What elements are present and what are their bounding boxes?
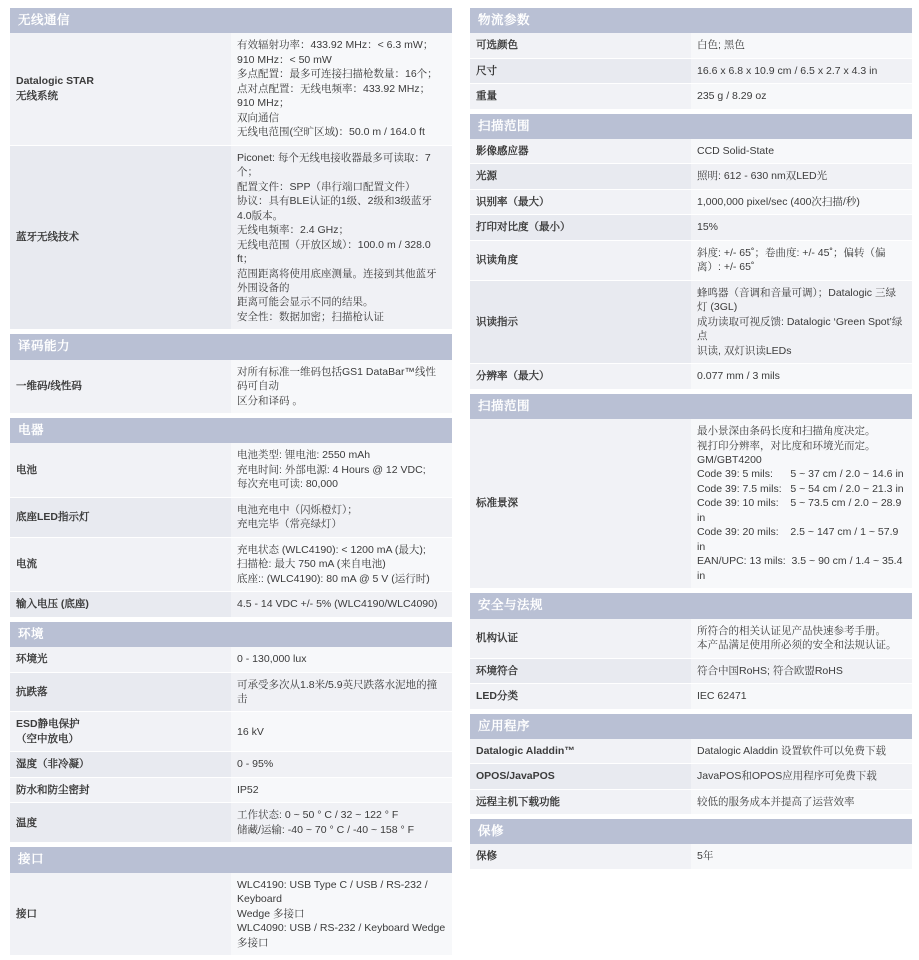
spec-value: 有效辐射功率：433.92 MHz：< 6.3 mW； 910 MHz：< 50 mW 多点配置：最多可连接扫描枪数量：16个； 点对点配置：无线电频率：433.92 MHz；910 MHz； 双向通信 无线电范围(空旷区域)：50.0 m / 164.0 ft	[231, 33, 452, 145]
spec-value: 较低的服务成本并提高了运营效率	[691, 789, 912, 814]
spec-value: 蜂鸣器（音调和音量可调）；Datalogic 三绿灯 (3GL) 成功读取可视反馈: Datalogic ‘Green Spot’绿点 识读, 双灯识读LEDs	[691, 280, 912, 363]
section-title: 电器	[10, 418, 452, 443]
table-row	[470, 364, 912, 389]
spec-label: 输入电压 (底座)	[10, 592, 231, 617]
section-header-row	[470, 593, 912, 618]
spec-value: 4.5 - 14 VDC +/- 5% (WLC4190/WLC4090)	[231, 592, 452, 617]
spec-table	[470, 114, 912, 390]
spec-label: ESD静电保护 （空中放电）	[10, 712, 231, 752]
spec-value: 1,000,000 pixel/sec (400次扫描/秒)	[691, 189, 912, 214]
table-row	[10, 803, 452, 843]
table-row	[10, 592, 452, 617]
section-title: 接口	[10, 847, 452, 872]
left-column	[10, 8, 452, 949]
table-row	[470, 84, 912, 109]
table-row	[470, 844, 912, 869]
section-header-row	[10, 418, 452, 443]
spec-label: 底座LED指示灯	[10, 497, 231, 537]
section-header-row	[470, 8, 912, 33]
spec-value: CCD Solid-State	[691, 139, 912, 164]
spec-label: 可选颜色	[470, 33, 691, 58]
spec-value: 0 - 95%	[231, 752, 452, 777]
section-header-row	[470, 819, 912, 844]
table-row	[470, 764, 912, 789]
section-title: 扫描范围	[470, 114, 912, 139]
spec-label: 远程主机下载功能	[470, 789, 691, 814]
table-row	[470, 739, 912, 764]
spec-value: IP52	[231, 777, 452, 802]
table-row	[470, 789, 912, 814]
section-spacer	[470, 870, 912, 874]
table-row	[470, 164, 912, 189]
table-row	[10, 712, 452, 752]
spec-label: 重量	[470, 84, 691, 109]
spec-table	[470, 819, 912, 870]
table-row	[10, 145, 452, 330]
spec-label: Datalogic STAR 无线系统	[10, 33, 231, 145]
spec-table	[10, 622, 452, 844]
spec-table	[10, 8, 452, 330]
table-row	[10, 497, 452, 537]
table-row	[470, 189, 912, 214]
table-row	[470, 240, 912, 280]
spec-label: 识读指示	[470, 280, 691, 363]
table-row	[470, 58, 912, 83]
table-row	[10, 873, 452, 956]
table-row	[10, 672, 452, 712]
spec-value: 白色; 黑色	[691, 33, 912, 58]
table-row	[10, 360, 452, 414]
spec-value: 可承受多次从1.8米/5.9英尺跌落水泥地的撞击	[231, 672, 452, 712]
table-row	[470, 215, 912, 240]
spec-value: Piconet: 每个无线电接收器最多可读取：7个； 配置文件：SPP（串行端口配置文件） 协议：具有BLE认证的1级、2级和3级蓝牙4.0版本。 无线电频率：2.4 GHz； 无线电范围（开放区域）：100.0 m / 328.0 ft； 范围距离将使用底座测量。连接到其他蓝牙外围设备的 距离可能会显示不同的结果。 安全性：数据加密；扫描枪认证	[231, 145, 452, 330]
spec-value: 斜度: +/- 65˚；卷曲度: +/- 45˚；偏转（偏离）: +/- 65˚	[691, 240, 912, 280]
section-header-row	[470, 394, 912, 419]
table-row	[470, 684, 912, 709]
spec-value: 电池充电中（闪烁橙灯）； 充电完毕（常亮绿灯）	[231, 497, 452, 537]
section-title: 应用程序	[470, 714, 912, 739]
table-row	[470, 33, 912, 58]
spec-label: 接口	[10, 873, 231, 956]
spec-label: 蓝牙无线技术	[10, 145, 231, 330]
table-row	[10, 33, 452, 145]
section-header-row	[10, 334, 452, 359]
spec-value: 16 kV	[231, 712, 452, 752]
spec-table	[470, 593, 912, 709]
table-row	[470, 658, 912, 683]
section-header-row	[470, 114, 912, 139]
spec-label: 环境光	[10, 647, 231, 672]
spec-label: 温度	[10, 803, 231, 843]
section-spacer	[10, 956, 452, 960]
spec-table	[470, 714, 912, 816]
spec-label: 抗跌落	[10, 672, 231, 712]
right-column	[470, 8, 912, 863]
spec-label: 光源	[470, 164, 691, 189]
section-title: 物流参数	[470, 8, 912, 33]
spec-value: 对所有标准一维码包括GS1 DataBar™线性码可自动 区分和译码 。	[231, 360, 452, 414]
spec-table	[10, 418, 452, 618]
spec-value: 充电状态 (WLC4190): < 1200 mA (最大); 扫描枪: 最大 750 mA (来自电池) 底座:: (WLC4190): 80 mA @ 5 V (运行时)	[231, 537, 452, 591]
spec-value: 16.6 x 6.8 x 10.9 cm / 6.5 x 2.7 x 4.3 in	[691, 58, 912, 83]
spec-label: 影像感应器	[470, 139, 691, 164]
spec-label: LED分类	[470, 684, 691, 709]
spec-value: Datalogic Aladdin 设置软件可以免费下载	[691, 739, 912, 764]
section-title: 译码能力	[10, 334, 452, 359]
spec-label: 打印对比度（最小）	[470, 215, 691, 240]
spec-value: 0.077 mm / 3 mils	[691, 364, 912, 389]
spec-value: 电池类型: 锂电池: 2550 mAh 充电时间: 外部电源: 4 Hours @ 12 VDC; 每次充电可读: 80,000	[231, 443, 452, 497]
spec-label: 电流	[10, 537, 231, 591]
spec-label: 防水和防尘密封	[10, 777, 231, 802]
spec-table	[470, 394, 912, 590]
spec-value: WLC4190: USB Type C / USB / RS-232 / Keyboard Wedge 多接口 WLC4090: USB / RS-232 / Keyboard Wedge 多接口	[231, 873, 452, 956]
section-title: 安全与法规	[470, 593, 912, 618]
spec-label: 电池	[10, 443, 231, 497]
spec-label: 保修	[470, 844, 691, 869]
spec-label: 机构认证	[470, 619, 691, 658]
section-title: 环境	[10, 622, 452, 647]
spec-label: 识读角度	[470, 240, 691, 280]
spec-label: OPOS/JavaPOS	[470, 764, 691, 789]
spec-value: 照明: 612 - 630 nm双LED光	[691, 164, 912, 189]
spec-value: 15%	[691, 215, 912, 240]
section-title: 无线通信	[10, 8, 452, 33]
spec-value: 5年	[691, 844, 912, 869]
spec-label: 分辨率（最大）	[470, 364, 691, 389]
table-row	[470, 419, 912, 589]
spec-value: 所符合的相关认证见产品快速参考手册。 本产品满足使用所必须的安全和法规认证。	[691, 619, 912, 658]
spec-value: 工作状态: 0 ~ 50 ° C / 32 ~ 122 ° F 储藏/运输: -40 ~ 70 ° C / -40 ~ 158 ° F	[231, 803, 452, 843]
spec-label: 识别率（最大）	[470, 189, 691, 214]
spec-value: IEC 62471	[691, 684, 912, 709]
spec-value: 最小景深由条码长度和扫描角度决定。 视打印分辨率，对比度和环境光而定。 GM/GBT4200 Code 39: 5 mils: 5 ~ 37 cm / 2.0 ~ 14.6 in Code 39: 7.5 mils: 5 ~ 54 cm / 2.0 ~ 21.3 in Code 39: 10 mils: 5 ~ 73.5 cm / 2.0 ~ 28.9 in Code 39: 20 mils: 2.5 ~ 147 cm / 1 ~ 57.9 in EAN/UPC: 13 mils: 3.5 ~ 90 cm / 1.4 ~ 35.4 in	[691, 419, 912, 589]
section-title: 扫描范围	[470, 394, 912, 419]
table-row	[10, 752, 452, 777]
table-row	[10, 443, 452, 497]
section-title: 保修	[470, 819, 912, 844]
table-row	[10, 537, 452, 591]
spec-value: JavaPOS和OPOS应用程序可免费下载	[691, 764, 912, 789]
section-header-row	[10, 8, 452, 33]
table-row	[470, 139, 912, 164]
table-row	[470, 280, 912, 363]
spec-label: 环境符合	[470, 658, 691, 683]
section-header-row	[470, 714, 912, 739]
table-row	[470, 619, 912, 658]
spec-label: 尺寸	[470, 58, 691, 83]
table-row	[10, 647, 452, 672]
spec-value: 235 g / 8.29 oz	[691, 84, 912, 109]
section-header-row	[10, 622, 452, 647]
spec-value: 符合中国RoHS; 符合欧盟RoHS	[691, 658, 912, 683]
spec-table	[10, 847, 452, 956]
spec-label: 标准景深	[470, 419, 691, 589]
spec-table	[470, 8, 912, 110]
spec-label: 一维码/线性码	[10, 360, 231, 414]
spec-value: 0 - 130,000 lux	[231, 647, 452, 672]
table-row	[10, 777, 452, 802]
spec-label: Datalogic Aladdin™	[470, 739, 691, 764]
spec-table	[10, 334, 452, 414]
section-header-row	[10, 847, 452, 872]
spec-label: 湿度（非冷凝）	[10, 752, 231, 777]
